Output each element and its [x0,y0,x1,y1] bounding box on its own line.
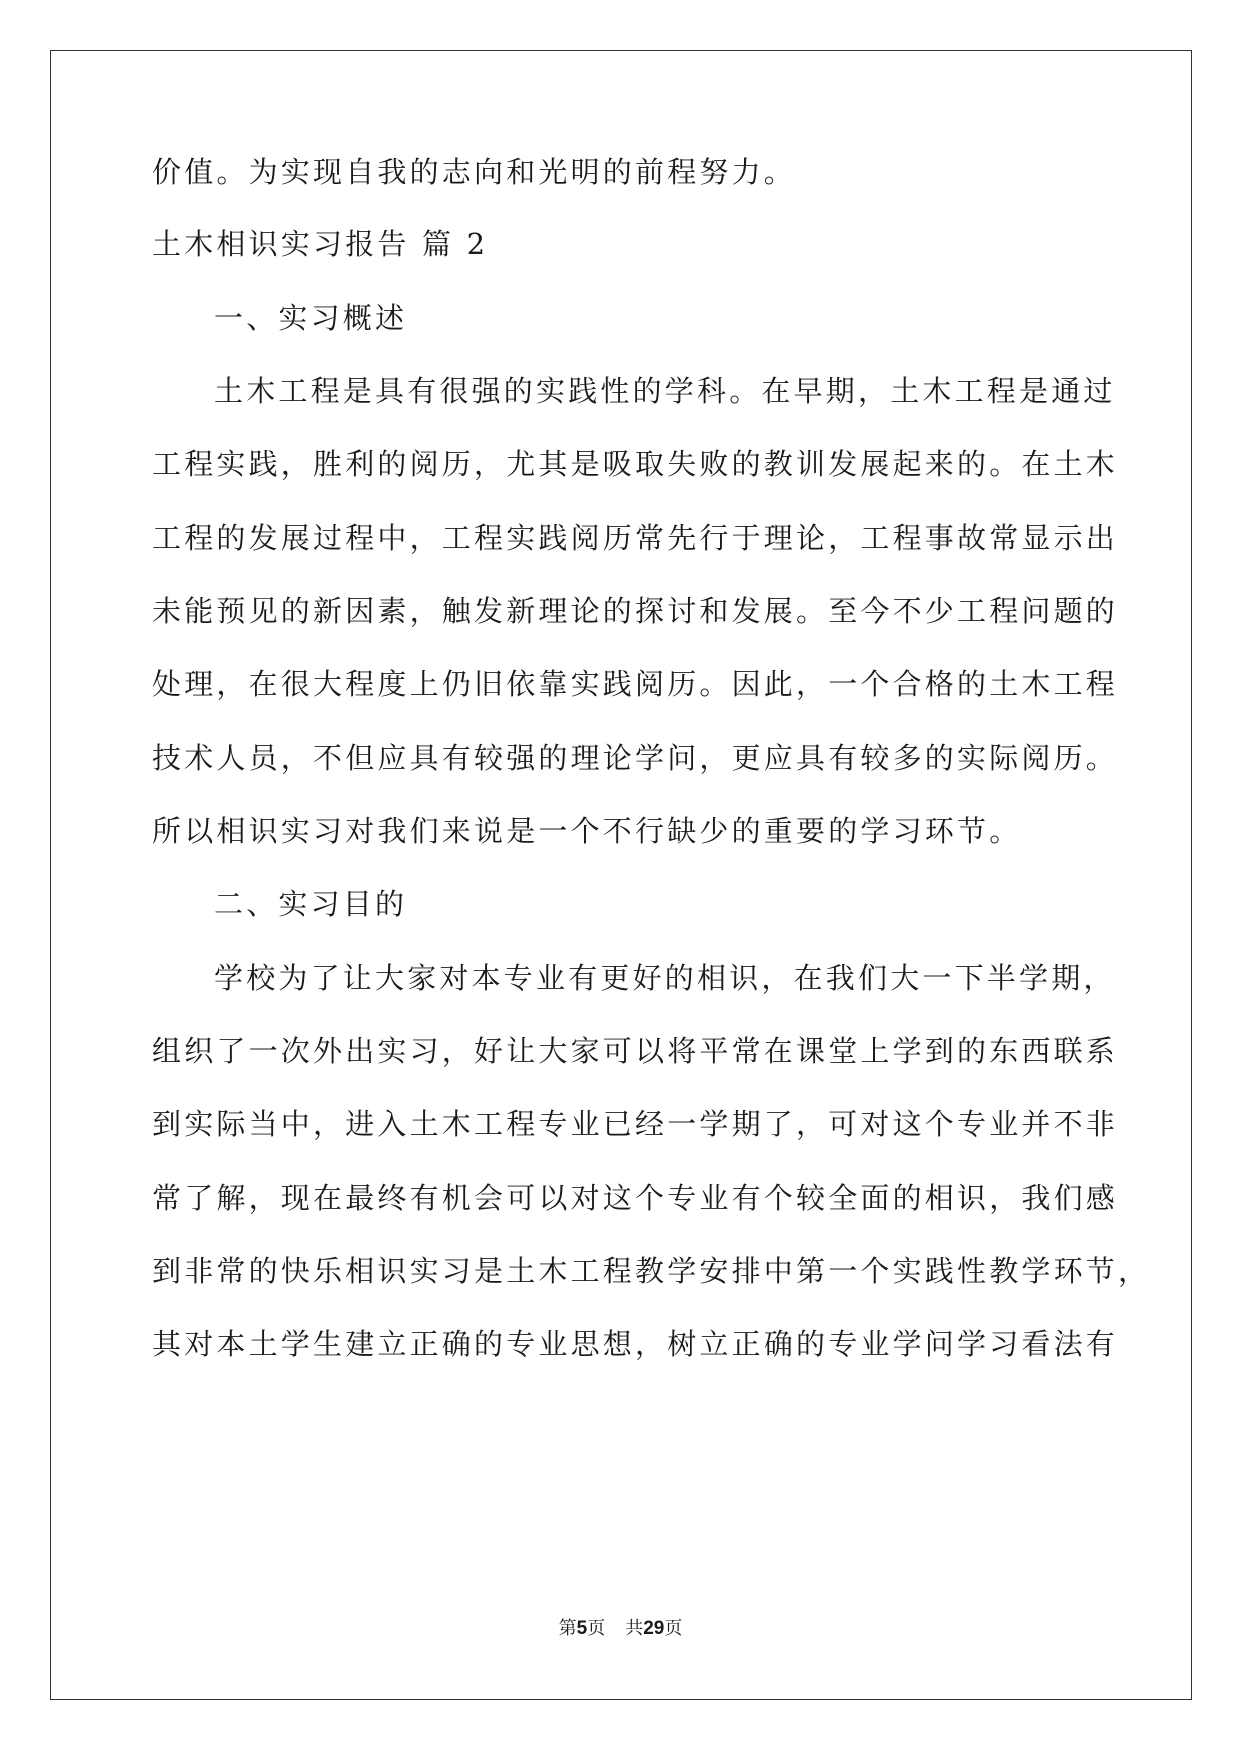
text-line: 工程的发展过程中，工程实践阅历常先行于理论，工程事故常显示出 [152,521,1119,555]
text-line: 所以相识实习对我们来说是一个不行缺少的重要的学习环节。 [152,814,1022,848]
text-line: 工程实践，胜利的阅历，尤其是吸取失败的教训发展起来的。在土木 [152,447,1119,481]
text-line: 学校为了让大家对本专业有更好的相识，在我们大一下半学期， [214,961,1116,995]
text-line: 技术人员，不但应具有较强的理论学问，更应具有较多的实际阅历。 [152,741,1119,775]
total-prefix: 共 [625,1618,644,1639]
total-pages: 29 [643,1618,665,1639]
page-prefix: 第 [558,1618,577,1639]
heading-overview: 一、实习概述 [214,301,408,335]
page-number: 5 [576,1618,588,1639]
heading-purpose: 二、实习目的 [214,887,408,921]
text-line: 其对本土学生建立正确的专业思想，树立正确的专业学问学习看法有 [152,1327,1119,1361]
text-line: 处理，在很大程度上仍旧依靠实践阅历。因此，一个合格的土木工程 [152,667,1119,701]
text-line: 组织了一次外出实习，好让大家可以将平常在课堂上学到的东西联系 [152,1034,1119,1068]
text-line: 到非常的快乐相识实习是土木工程教学安排中第一个实践性教学环节， [152,1254,1151,1288]
text-line: 未能预见的新因素，触发新理论的探讨和发展。至今不少工程问题的 [152,594,1119,628]
total-suffix: 页 [664,1618,683,1639]
text-line: 常了解，现在最终有机会可以对这个专业有个较全面的相识，我们感 [152,1181,1119,1215]
page-footer [0,1617,1241,1641]
text-line: 到实际当中，进入土木工程专业已经一学期了，可对这个专业并不非 [152,1107,1119,1141]
text-line: 土木工程是具有很强的实践性的学科。在早期，土木工程是通过 [214,374,1116,408]
page-suffix: 页 [587,1618,606,1639]
section-title: 土木相识实习报告 篇 2 [152,227,489,261]
text-line: 价值。为实现自我的志向和光明的前程努力。 [152,155,797,189]
